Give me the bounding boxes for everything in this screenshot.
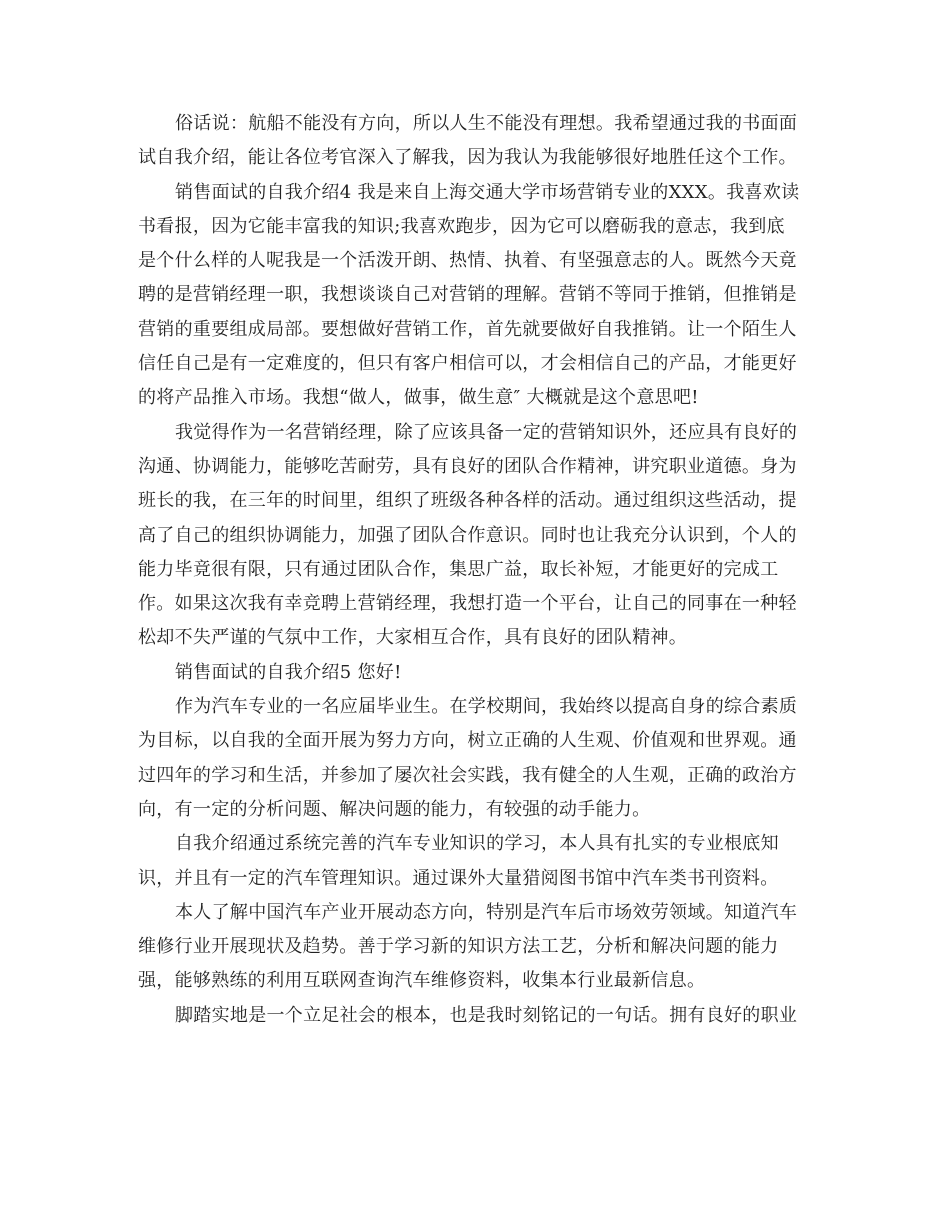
text-line: 沟通、协调能力，能够吃苦耐劳，具有良好的团队合作精神，讲究职业道德。身为 [138, 455, 797, 477]
text-line: 自我介绍通过系统完善的汽车专业知识的学习，本人具有扎实的专业根底知 [175, 833, 779, 855]
text-line: 俗话说：航船不能没有方向，所以人生不能没有理想。我希望通过我的书面面 [175, 113, 798, 134]
text-line: 信任自己是有一定难度的，但只有客户相信可以，才会相信自己的产品，才能更好 [138, 353, 797, 375]
text-line: 过四年的学习和生活，并参加了屡次社会实践，我有健全的人生观，正确的政治方 [138, 764, 797, 786]
text-line: 的将产品推入市场。我想“做人，做事，做生意″ 大概就是这个意思吧! [138, 387, 699, 409]
text-line: 本人了解中国汽车产业开展动态方向，特别是汽车后市场效劳领域。知道汽车 [175, 901, 798, 923]
text-line: 高了自己的组织协调能力，加强了团队合作意识。同时也让我充分认识到，个人的 [138, 524, 797, 546]
text-line: 强，能够熟练的利用互联网查询汽车维修资料，收集本行业最新信息。 [138, 970, 706, 992]
text-line: 是个什么样的人呢我是一个活泼开朗、热情、执着、有坚强意志的人。既然今天竟 [138, 250, 797, 272]
document-body [138, 107, 814, 1033]
text-line: 书看报，因为它能丰富我的知识;我喜欢跑步，因为它可以磨砺我的意志，我到底 [138, 215, 785, 237]
text-line: 我觉得作为一名营销经理，除了应该具备一定的营销知识外，还应具有良好的 [175, 421, 798, 443]
text-line: 维修行业开展现状及趋势。善于学习新的知识方法工艺，分析和解决问题的能力 [138, 936, 779, 958]
text-line: 营销的重要组成局部。要想做好营销工作，首先就要做好自我推销。让一个陌生人 [138, 318, 797, 340]
text-line: 聘的是营销经理一职，我想谈谈自己对营销的理解。营销不等同于推销，但推销是 [138, 284, 797, 306]
text-line: 班长的我，在三年的时间里，组织了班级各种各样的活动。通过组织这些活动，提 [138, 490, 797, 512]
text-line: 脚踏实地是一个立足社会的根本，也是我时刻铭记的一句话。拥有良好的职业 [175, 1004, 798, 1026]
text-line: 向，有一定的分析问题、解决问题的能力，有较强的动手能力。 [138, 798, 651, 820]
text-line: 识，并且有一定的汽车管理知识。通过课外大量猎阅图书馆中汽车类书刊资料。 [138, 867, 779, 889]
text-line: 试自我介绍，能让各位考官深入了解我，因为我认为我能够很好地胜任这个工作。 [138, 147, 797, 169]
text-line: 作。如果这次我有幸竞聘上营销经理，我想打造一个平台，让自己的同事在一种轻 [138, 593, 797, 615]
text-line: 为目标，以自我的全面开展为努力方向，树立正确的人生观、价值观和世界观。通 [138, 730, 797, 752]
text-line: 松却不失严谨的气氛中工作，大家相互合作，具有良好的团队精神。 [138, 627, 687, 649]
text-line: 作为汽车专业的一名应届毕业生。在学校期间，我始终以提高自身的综合素质 [175, 696, 798, 718]
text-line: 销售面试的自我介绍5 您好! [175, 661, 402, 683]
text-line: 能力毕竟很有限，只有通过团队合作，集思广益，取长补短，才能更好的完成工 [138, 558, 779, 580]
text-line: 销售面试的自我介绍4 我是来自上海交通大学市场营销专业的XXX。我喜欢读 [175, 181, 800, 203]
